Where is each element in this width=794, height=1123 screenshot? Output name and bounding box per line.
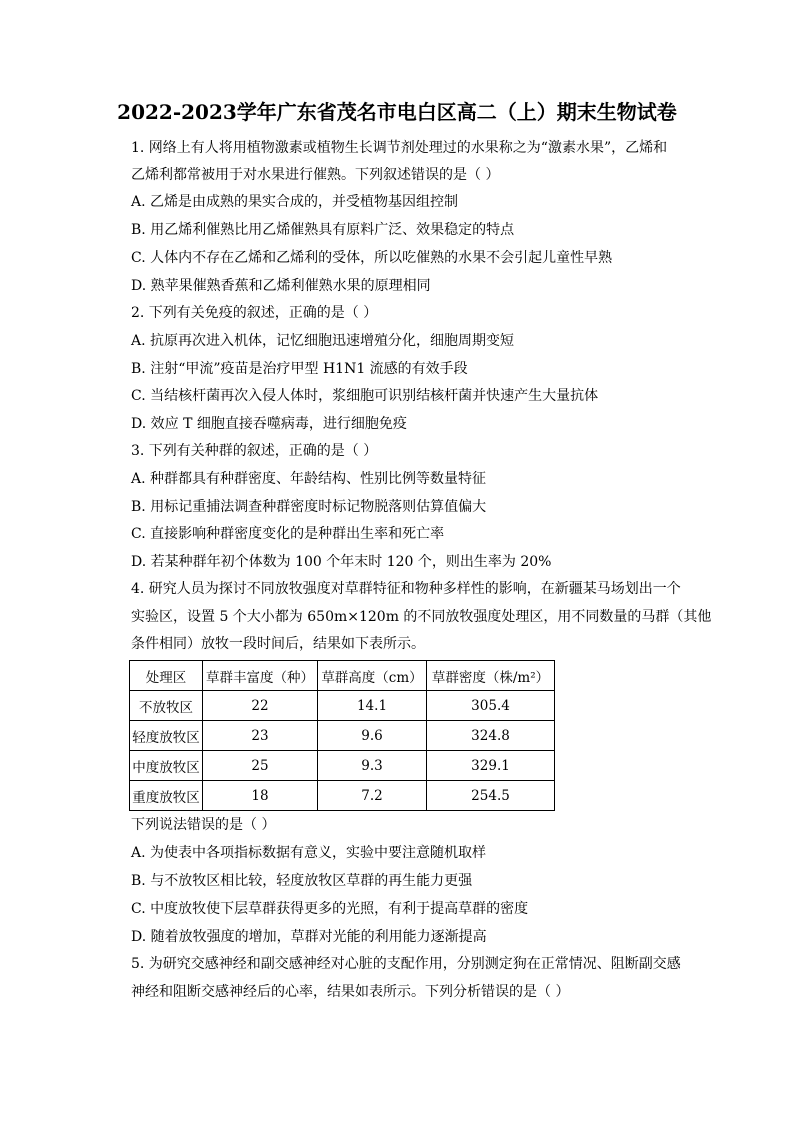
grazing-results-table	[129, 660, 555, 811]
table-cell: 23	[203, 721, 318, 751]
table-cell: 重度放牧区	[130, 781, 203, 811]
question-4-option-a: A. 为使表中各项指标数据有意义，实验中要注意随机取样	[131, 845, 487, 861]
question-3-stem: 3. 下列有关种群的叙述，正确的是（ ）	[131, 443, 378, 459]
table-row	[130, 751, 555, 781]
table-cell: 18	[203, 781, 318, 811]
table-header-cell: 草群高度（cm）	[318, 661, 427, 691]
question-2-option-c: C. 当结核杆菌再次入侵人体时，浆细胞可识别结核杆菌并快速产生大量抗体	[131, 388, 599, 404]
page-title: 2022-2023学年广东省茂名市电白区高二（上）期末生物试卷	[117, 100, 677, 124]
question-4-stem-line-3: 条件相同）放牧一段时间后，结果如下表所示。	[131, 636, 425, 652]
question-5-stem-line-2: 神经和阻断交感神经后的心率，结果如表所示。下列分析错误的是（ ）	[131, 984, 570, 1000]
question-2-option-d: D. 效应 T 细胞直接吞噬病毒，进行细胞免疫	[131, 416, 407, 432]
table-cell: 9.6	[318, 721, 427, 751]
table-header-cell: 处理区	[130, 661, 203, 691]
table-cell: 305.4	[427, 691, 555, 721]
table-cell: 7.2	[318, 781, 427, 811]
question-4-option-b: B. 与不放牧区相比较，轻度放牧区草群的再生能力更强	[131, 873, 473, 889]
table-cell: 25	[203, 751, 318, 781]
question-3-option-c: C. 直接影响种群密度变化的是种群出生率和死亡率	[131, 526, 445, 542]
question-4-stem-line-1: 4. 研究人员为探讨不同放牧强度对草群特征和物种多样性的影响，在新疆某马场划出一个	[131, 581, 681, 597]
table-row	[130, 721, 555, 751]
table-cell: 22	[203, 691, 318, 721]
table-cell: 254.5	[427, 781, 555, 811]
question-1-option-d: D. 熟苹果催熟香蕉和乙烯利催熟水果的原理相同	[131, 278, 431, 294]
question-1-stem-line-1: 1. 网络上有人将用植物激素或植物生长调节剂处理过的水果称之为“激素水果”，乙烯和	[131, 140, 668, 156]
question-2-stem: 2. 下列有关免疫的叙述，正确的是（ ）	[131, 305, 378, 321]
question-5-stem-line-1: 5. 为研究交感神经和副交感神经对心脏的支配作用，分别测定狗在正常情况、阻断副交感	[131, 956, 681, 972]
question-4-option-c: C. 中度放牧使下层草群获得更多的光照，有利于提高草群的密度	[131, 901, 529, 917]
table-cell: 329.1	[427, 751, 555, 781]
table-row	[130, 781, 555, 811]
question-1-option-a: A. 乙烯是由成熟的果实合成的，并受植物基因组控制	[131, 194, 459, 210]
table-header-cell: 草群丰富度（种）	[203, 661, 318, 691]
table-header-row	[130, 661, 555, 691]
question-2-option-b: B. 注射“甲流”疫苗是治疗甲型 H1N1 流感的有效手段	[131, 361, 468, 377]
question-4-stem-line-2: 实验区，设置 5 个大小都为 650m×120m 的不同放牧强度处理区，用不同数量的马群（其他	[131, 609, 712, 625]
question-3-option-d: D. 若某种群年初个体数为 100 个年末时 120 个，则出生率为 20%	[131, 554, 552, 570]
table-cell: 中度放牧区	[130, 751, 203, 781]
question-4-option-d: D. 随着放牧强度的增加，草群对光能的利用能力逐渐提高	[131, 929, 487, 945]
question-1-option-c: C. 人体内不存在乙烯和乙烯利的受体，所以吃催熟的水果不会引起儿童性早熟	[131, 250, 613, 266]
table-header-cell: 草群密度（株/m²）	[427, 661, 555, 691]
table-row	[130, 691, 555, 721]
question-1-stem-line-2: 乙烯利都常被用于对水果进行催熟。下列叙述错误的是（ ）	[131, 167, 500, 183]
table-cell: 轻度放牧区	[130, 721, 203, 751]
question-3-option-a: A. 种群都具有种群密度、年龄结构、性别比例等数量特征	[131, 471, 487, 487]
question-4-followup: 下列说法错误的是（ ）	[131, 817, 276, 833]
table-cell: 14.1	[318, 691, 427, 721]
question-2-option-a: A. 抗原再次进入机体，记忆细胞迅速增殖分化，细胞周期变短	[131, 333, 515, 349]
question-3-option-b: B. 用标记重捕法调查种群密度时标记物脱落则估算值偏大	[131, 499, 487, 515]
table-cell: 9.3	[318, 751, 427, 781]
question-1-option-b: B. 用乙烯利催熟比用乙烯催熟具有原料广泛、效果稳定的特点	[131, 222, 515, 238]
table-cell: 324.8	[427, 721, 555, 751]
table-cell: 不放牧区	[130, 691, 203, 721]
